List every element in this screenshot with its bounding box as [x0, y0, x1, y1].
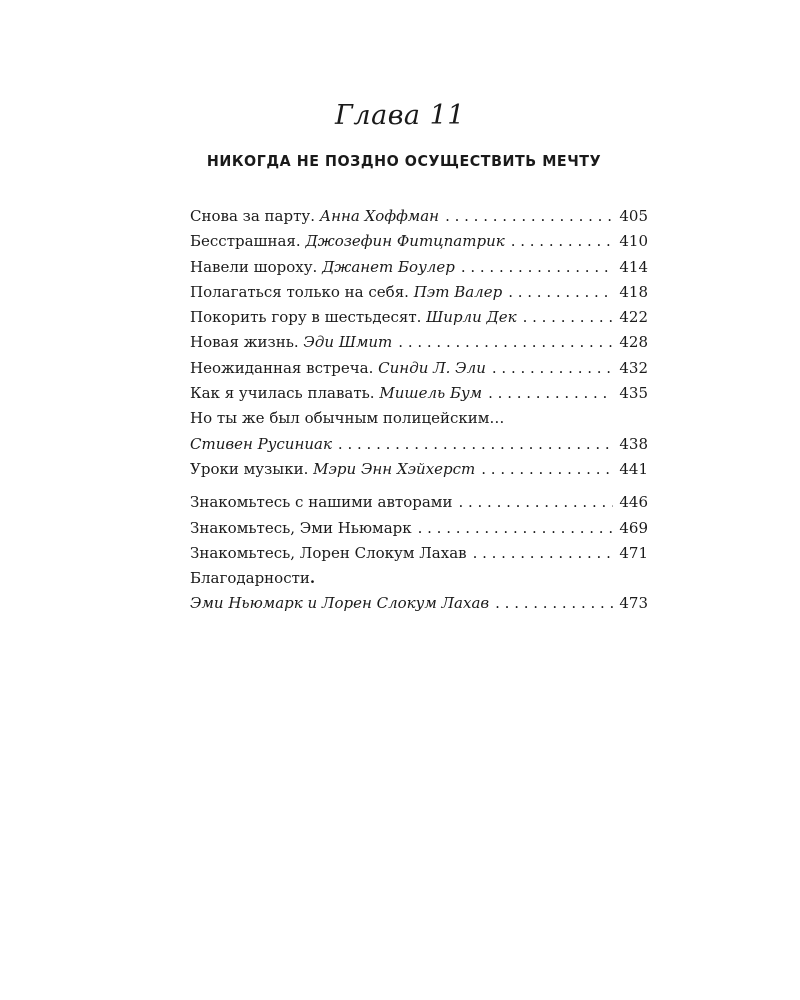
entry-page: 432: [619, 358, 648, 377]
entry-author: Джанет Боулер: [322, 257, 455, 276]
entry-title: Но ты же был обычным полицейским…: [190, 409, 505, 428]
table-of-contents: [190, 204, 648, 617]
entry-title: Благодарности: [190, 569, 310, 588]
entry-page: 428: [619, 333, 648, 352]
dot-leader: [338, 432, 613, 457]
dot-leader: [495, 591, 613, 616]
entry-title: Уроки музыки.: [190, 459, 309, 478]
toc-appendix-entry[interactable]: [190, 490, 648, 515]
entry-title: Знакомьтесь с нашими авторами: [190, 493, 453, 512]
entry-page: 418: [619, 282, 648, 301]
dot-leader: [418, 516, 614, 541]
entry-author: Эми Ньюмарк и Лорен Слокум Лахав: [190, 594, 490, 613]
dot-leader: [488, 381, 613, 406]
entry-title: Снова за парту.: [190, 207, 315, 225]
toc-entry[interactable]: [190, 432, 648, 457]
dot-leader: [398, 330, 613, 355]
dot-leader: [458, 490, 613, 515]
entry-title: Полагаться только на себя.: [190, 282, 409, 301]
chapter-heading: Глава 11: [335, 100, 465, 131]
entry-title: Новая жизнь.: [190, 333, 299, 352]
toc-entry[interactable]: [190, 356, 648, 381]
toc-appendix-title-line[interactable]: [190, 566, 648, 591]
entry-page: 410: [619, 232, 648, 251]
entry-author: Эди Шмит: [303, 333, 393, 352]
dot-leader: [445, 204, 613, 229]
entry-page: 469: [619, 518, 648, 537]
toc-entry[interactable]: [190, 381, 648, 406]
dot-leader: [508, 280, 613, 305]
entry-page: 414: [619, 257, 648, 276]
toc-entry[interactable]: [190, 204, 648, 229]
toc-entry[interactable]: [190, 305, 648, 330]
entry-page: 441: [619, 459, 648, 478]
entry-title: Знакомьтесь, Лорен Слокум Лахав: [190, 543, 467, 562]
entry-title: Как я училась плавать.: [190, 384, 375, 403]
entry-page: 471: [619, 543, 648, 562]
entry-author: Стивен Русиниак: [190, 434, 332, 453]
chapter-subtitle: НИКОГДА НЕ ПОЗДНО ОСУЩЕСТВИТЬ МЕЧТУ: [206, 152, 602, 170]
dot-leader: [492, 356, 613, 381]
toc-appendix-entry[interactable]: [190, 516, 648, 541]
dot-leader: [511, 229, 614, 254]
entry-page: 422: [619, 308, 648, 327]
title-period: .: [309, 569, 316, 588]
dot-leader: [481, 457, 613, 482]
entry-page: 405: [619, 207, 648, 225]
toc-appendix-entry[interactable]: [190, 591, 648, 616]
entry-author: Пэт Валер: [413, 282, 503, 301]
toc-appendix-entry[interactable]: [190, 541, 648, 566]
toc-entry[interactable]: [190, 280, 648, 305]
dot-leader: [523, 305, 614, 330]
entry-title: Бесстрашная.: [190, 232, 301, 251]
entry-page: 446: [619, 493, 648, 512]
entry-author: Джозефин Фитцпатрик: [305, 232, 505, 251]
entry-page: 473: [619, 594, 648, 613]
dot-leader: [473, 541, 614, 566]
entry-title: Покорить гору в шестьдесят.: [190, 308, 422, 327]
entry-author: Мэри Энн Хэйхерст: [313, 459, 476, 478]
entry-page: 435: [619, 384, 648, 403]
entry-title: Навели шороху.: [190, 257, 318, 276]
entry-title: Знакомьтесь, Эми Ньюмарк: [190, 518, 412, 537]
toc-entry[interactable]: [190, 457, 648, 482]
toc-entry[interactable]: [190, 229, 648, 254]
section-spacer: [190, 482, 648, 490]
toc-entry[interactable]: [190, 255, 648, 280]
entry-author: Ширли Дек: [426, 308, 517, 327]
toc-entry[interactable]: [190, 330, 648, 355]
dot-leader: [461, 255, 614, 280]
entry-author: Мишель Бум: [379, 384, 483, 403]
entry-page: 438: [619, 434, 648, 453]
toc-entry-title-line[interactable]: [190, 406, 648, 431]
entry-author: Синди Л. Эли: [378, 358, 486, 377]
entry-author: Анна Хоффман: [319, 207, 440, 225]
entry-title: Неожиданная встреча.: [190, 358, 374, 377]
